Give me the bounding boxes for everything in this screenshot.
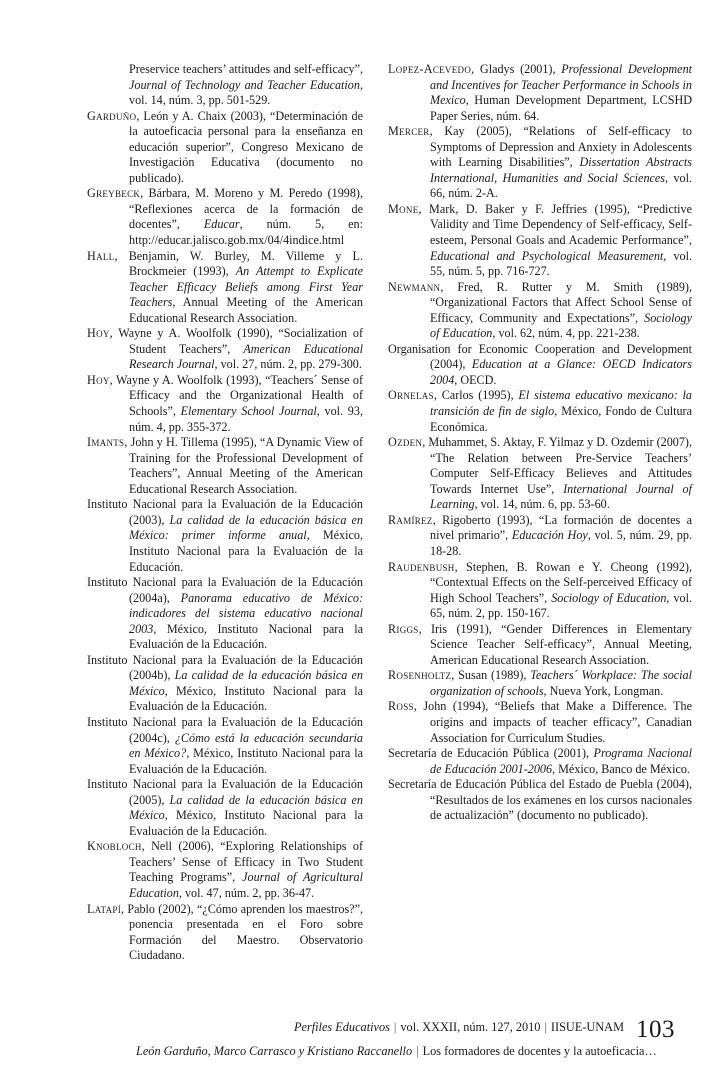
- reference-entry: [388, 699, 692, 746]
- reference-entry: [87, 109, 363, 187]
- journal-name: Perfiles Educativos: [293, 1020, 390, 1034]
- reference-title: International Journal of Learning: [430, 481, 692, 512]
- reference-text: Instituto Nacional para la Evaluación de la Educación (2004c),: [87, 714, 363, 745]
- reference-title: Education at a Glance: OECD Indicators 2004: [430, 357, 692, 387]
- reference-details: , vol. 14, núm. 6, pp. 53-60.: [474, 497, 610, 512]
- reference-entry: [388, 202, 692, 280]
- reference-details: , vol. 93, núm. 4, pp. 355-372.: [129, 404, 363, 434]
- reference-details: , vol. 66, núm. 2-A.: [430, 170, 692, 201]
- reference-author: Garduño: [87, 108, 137, 123]
- reference-author: Knobloch: [87, 839, 142, 854]
- reference-details: , México, Instituto Nacional para la Evaluación de la Educación.: [129, 683, 363, 714]
- reference-entry: [388, 280, 692, 342]
- article-title: Los formadores de docentes y la autoeficacia…: [422, 1044, 657, 1058]
- reference-entry: [87, 497, 363, 575]
- reference-entry: [87, 839, 363, 901]
- article-authors: León Garduño, Marco Carrasco y Kristiano Raccanello: [136, 1044, 413, 1058]
- references-left-column: [87, 62, 363, 964]
- reference-text: Secretaría de Educación Pública (2001),: [388, 746, 594, 761]
- reference-entry: [87, 249, 363, 327]
- reference-title: El sistema educativo mexicano: la transición de fin de siglo: [430, 388, 692, 419]
- reference-title: Elementary School Journal: [180, 404, 317, 419]
- reference-text: , Rigoberto (1993), “La formación de docentes a nivel primario”,: [430, 512, 692, 543]
- reference-author: Imants: [87, 435, 125, 450]
- reference-details: , vol. 14, núm. 3, pp. 501-529.: [129, 77, 363, 108]
- reference-entry: [388, 560, 692, 622]
- reference-text: , Wayne y A. Woolfolk (1990), “Socialization of Student Teachers”,: [109, 326, 363, 356]
- reference-details: , Human Development Department, LCSHD Paper Series, núm. 64.: [430, 93, 692, 123]
- reference-title: Dissertation Abstracts International, Humanities and Social Sciences: [430, 155, 692, 185]
- reference-text: Instituto Nacional para la Evaluación de la Educación (2004b),: [87, 652, 363, 683]
- reference-title: Programa Nacional de Educación 2001-2006: [430, 746, 693, 776]
- footer-separator: |: [416, 1044, 419, 1058]
- reference-text: , John y H. Tillema (1995), “A Dynamic View of Training for the Professional Development of Teachers”, Annual Meeting of the American Educational Research Association.: [124, 435, 363, 496]
- reference-text: , Muhammet, S. Aktay, F. Yilmaz y D. Ozdemir (2007), “The Relation between Pre-Service Teachers’ Computer Self-Efficacy Believes and Attitudes Towards Internet Use”,: [422, 435, 692, 496]
- reference-author: Mercer: [388, 124, 430, 139]
- reference-text: , Fred, R. Rutter y M. Smith (1989), “Organizational Factors that Affect School Sense of Efficacy, Community and Expectations”,: [430, 279, 692, 325]
- reference-entry: [87, 653, 363, 715]
- reference-author: Greybeck: [87, 186, 141, 201]
- reference-author: Hall: [87, 248, 115, 263]
- reference-text: Instituto Nacional para la Evaluación de la Educación (2003),: [87, 497, 363, 527]
- reference-text: , León y A. Chaix (2003), “Determinación de la autoeficacia personal para la enseñanza en educación superior”, Congreso Mexicano de Investigación Educativa (documento no publicado).: [129, 108, 363, 185]
- reference-title: Educational and Psychological Measurement: [430, 248, 664, 263]
- reference-title: American Educational Research Journal: [129, 341, 363, 372]
- reference-author: Riggs: [388, 621, 419, 636]
- reference-details: , Nueva York, Longman.: [543, 683, 664, 698]
- reference-text: Preservice teachers’ attitudes and self-efficacy”,: [129, 62, 363, 76]
- reference-details: , México, Instituto Nacional para la Evaluación de la Educación.: [129, 746, 363, 776]
- reference-entry: [388, 342, 692, 389]
- reference-text: Instituto Nacional para la Evaluación de la Educación (2005),: [87, 777, 363, 807]
- footer-separator: |: [393, 1020, 397, 1034]
- reference-author: Newmann: [388, 279, 441, 294]
- reference-entry: [388, 388, 692, 435]
- reference-entry: [388, 124, 692, 202]
- reference-entry: [87, 575, 363, 653]
- reference-details: , vol. 62, núm. 4, pp. 221-238.: [492, 326, 640, 341]
- reference-text: , Kay (2005), “Relations of Self-efficacy to Symptoms of Depression and Anxiety in Adolescents with Learning Disabilities”,: [429, 124, 692, 170]
- reference-author: Ozden: [388, 435, 423, 450]
- article-footer: [136, 1044, 657, 1059]
- reference-entry: [388, 622, 692, 669]
- reference-details: , vol. 47, núm. 2, pp. 36-47.: [178, 885, 315, 900]
- reference-details: , México, Fondo de Cultura Económica.: [430, 404, 692, 434]
- reference-text: , Carlos (1995),: [433, 388, 519, 403]
- reference-text: , Iris (1991), “Gender Differences in Elementary Science Teacher Self-efficacy”, Annual Meeting, American Educational Research Association.: [418, 621, 692, 667]
- reference-entry: [87, 186, 363, 248]
- reference-text: Organisation for Economic Cooperation and Development (2004),: [388, 341, 692, 372]
- reference-details: , vol. 27, núm. 2, pp. 279-300.: [214, 357, 362, 372]
- reference-title: La calidad de la educación básica en México: [129, 668, 363, 698]
- reference-text: , Nell (2006), “Exploring Relationships of Teachers’ Sense of Efficacy in Two Student Teaching Programs”,: [129, 839, 363, 885]
- reference-title: La calidad de la educación básica en México: primer informe anual: [129, 512, 364, 543]
- reference-text: , Stephen, B. Rowan e Y. Cheong (1992), “Contextual Effects on the Self-perceived Efficacy of High School Teachers”,: [430, 559, 692, 605]
- reference-text: , Wayne y A. Woolfolk (1993), “Teachers´ Sense of Efficacy and the Organizational Health of Schools”,: [109, 372, 363, 419]
- reference-entry: [87, 902, 363, 964]
- reference-text: , Mark, D. Baker y F. Jeffries (1995), “Predictive Validity and Time Dependency of Self-efficacy, Self-esteem, Personal Goals and Academic Performance”,: [418, 201, 692, 248]
- reference-title: Panorama educativo de México: indicadores del sistema educativo nacional 2003: [129, 590, 363, 636]
- reference-author: Ross: [388, 699, 414, 714]
- reference-text: Instituto Nacional para la Evaluación de la Educación (2004a),: [87, 575, 363, 605]
- reference-text: , John (1994), “Beliefs that Make a Difference. The origins and impacts of teacher efficacy”, Canadian Association for Curriculum Studies.: [413, 699, 692, 745]
- journal-publisher: IISUE-UNAM: [550, 1020, 624, 1034]
- reference-details: , vol. 65, núm. 2, pp. 150-167.: [430, 590, 693, 621]
- reference-text: , Bárbara, M. Moreno y M. Peredo (1998), “Reflexiones acerca de la formación de docentes”,: [129, 186, 363, 232]
- page-number: 103: [636, 1016, 675, 1043]
- reference-entry: [87, 435, 363, 497]
- reference-author: Mone: [388, 201, 419, 216]
- reference-entry: [388, 668, 692, 699]
- reference-title: La calidad de la educación básica en México: [129, 792, 364, 823]
- reference-title: Journal of Technology and Teacher Education: [129, 77, 360, 92]
- reference-author: Raudenbush: [388, 559, 455, 574]
- reference-entry: [388, 777, 692, 824]
- reference-title: Sociology of Education: [551, 590, 667, 605]
- reference-entry: [87, 373, 363, 435]
- reference-entry: [87, 62, 363, 109]
- reference-details: , vol. 5, núm. 29, pp. 18-28.: [430, 528, 692, 558]
- reference-details: , México, Instituto Nacional para la Evaluación de la Educación.: [129, 808, 363, 838]
- reference-text: , Benjamin, W. Burley, M. Villeme y L. Brockmeier (1993),: [114, 248, 363, 279]
- reference-entry: [87, 777, 363, 839]
- reference-details: , núm. 5, en: http://educar.jalisco.gob.mx/04/4indice.html: [129, 217, 363, 248]
- reference-text: , Pablo (2002), “¿Cómo aprenden los maestros?”, ponencia presentada en el Foro sobre Formación del Maestro. Observatorio Ciudadano.: [121, 901, 363, 963]
- journal-issue: vol. XXXII, núm. 127, 2010: [400, 1020, 541, 1034]
- reference-author: Hoy: [87, 372, 110, 387]
- reference-entry: [388, 62, 692, 124]
- reference-entry: [87, 715, 363, 777]
- reference-text: Secretaría de Educación Pública del Estado de Puebla (2004), “Resultados de los exámenes en los cursos nacionales de actualización” (documento no publicado).: [388, 777, 692, 823]
- reference-author: Ornelas: [388, 388, 434, 403]
- reference-details: , México, Instituto Nacional para la Evaluación de la Educación.: [129, 528, 363, 574]
- reference-entry: [87, 326, 363, 373]
- reference-entry: [388, 435, 692, 513]
- reference-text: , Gladys (2001),: [471, 62, 562, 76]
- reference-details: , OECD.: [454, 372, 497, 387]
- reference-title: An Attempt to Explicate Teacher Efficacy Beliefs among First Year Teachers: [129, 264, 364, 310]
- reference-author: Hoy: [87, 326, 110, 341]
- reference-title: Journal of Agricultural Education: [129, 870, 363, 900]
- references-right-column: [388, 62, 692, 824]
- reference-author: Lopez-Acevedo: [388, 62, 472, 76]
- reference-details: , México, Banco de México.: [552, 761, 690, 776]
- reference-details: , Annual Meeting of the American Educational Research Association.: [129, 295, 363, 325]
- reference-title: Sociology of Education: [430, 310, 692, 341]
- reference-text: , Susan (1989),: [451, 668, 531, 683]
- reference-title: ¿Cómo está la educación secundaria en México?: [129, 730, 364, 761]
- journal-footer: [294, 1020, 624, 1035]
- reference-title: Educación Hoy: [511, 528, 588, 543]
- reference-details: , México, Instituto Nacional para la Evaluación de la Educación.: [129, 621, 363, 652]
- reference-entry: [388, 746, 692, 777]
- reference-author: Rosenholtz: [388, 668, 452, 683]
- reference-title: Educar: [203, 217, 240, 232]
- reference-entry: [388, 513, 692, 560]
- footer-separator: |: [544, 1020, 547, 1034]
- reference-details: , vol. 55, núm. 5, pp. 716-727.: [430, 248, 692, 279]
- reference-author: Latapí: [87, 901, 121, 916]
- reference-title: Professional Development and Incentives for Teacher Performance in Schools in Mexico: [430, 62, 693, 108]
- reference-author: Ramírez: [388, 512, 433, 527]
- reference-title: Teachers´ Workplace: The social organization of schools: [430, 668, 692, 698]
